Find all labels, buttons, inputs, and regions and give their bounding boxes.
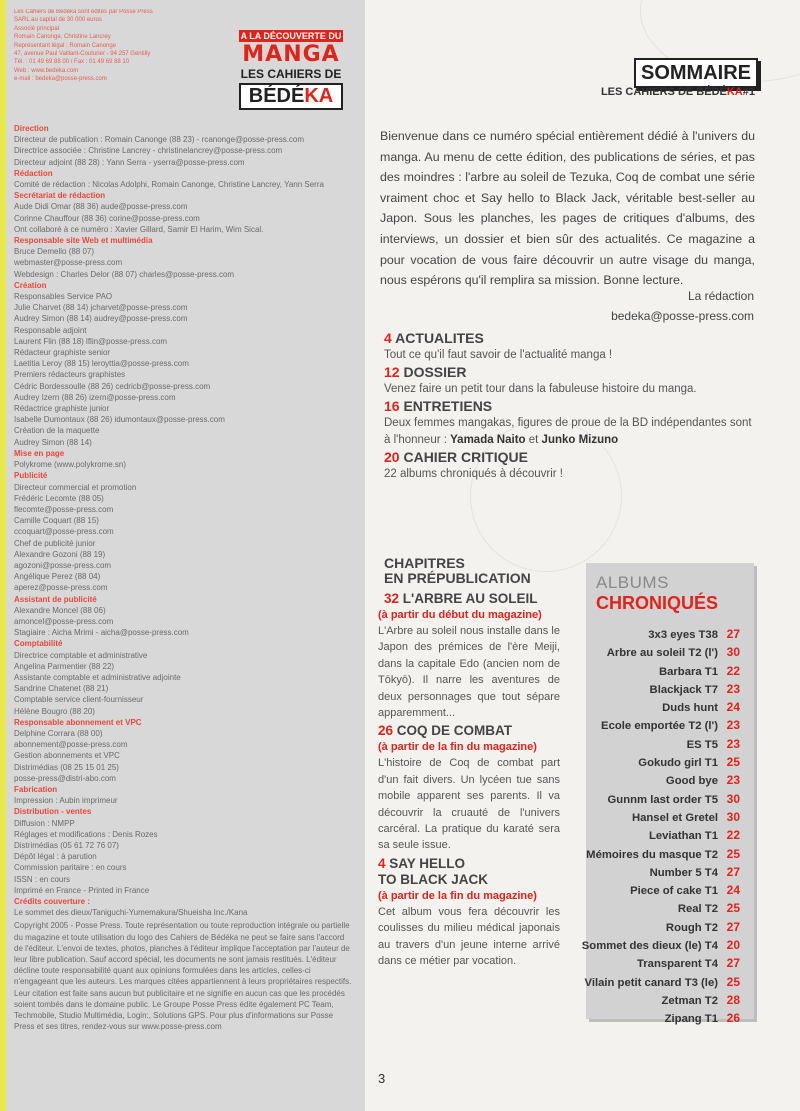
credits-line: Corinne Chauffour (88 36) corine@posse-press.com [14, 213, 200, 223]
credits-line: Laetitia Leroy (88 15) leroyttia@posse-press.com [14, 359, 189, 369]
album-item [580, 735, 740, 753]
album-title: Number 5 T4 [649, 866, 718, 879]
album-item [580, 918, 740, 936]
album-title: Arbre au soleil T2 (l') [606, 647, 718, 660]
credits-line: Premiers rédacteurs graphistes [14, 370, 126, 380]
chapter-entry: 26 COQ DE COMBAT (à partir de la fin du magazine) L'histoire de Coq de combat part d'un fait divers. Un lycéen tue sans mobile apparent ses parents. Il va découvrir la cruauté de l'univers carcéral. La pratique du karaté sera sa seule issue. [378, 723, 560, 852]
album-page: 23 [726, 736, 740, 751]
credits-line: Responsable adjoint [14, 325, 87, 335]
album-item [580, 716, 740, 734]
album-title: Gokudo girl T1 [638, 757, 718, 770]
credits-line: Gestion abonnements et VPC [14, 751, 120, 761]
credits-line: flecomte@posse-press.com [14, 504, 114, 514]
credits-heading: Distribution - ventes [14, 807, 92, 817]
album-page: 27 [726, 956, 740, 971]
album-title: Real T2 [677, 903, 718, 916]
album-title: Gunnm last order T5 [607, 793, 718, 806]
album-title: Zipang T1 [664, 1013, 718, 1026]
credits-line: Stagiaire : Aicha Mrimi - aicha@posse-press.com [14, 628, 189, 638]
album-item [580, 826, 740, 844]
table-of-contents [384, 330, 759, 483]
album-item [580, 625, 740, 643]
publisher-line: Romain Canonge, Christine Lancrey [14, 34, 111, 41]
album-title: Sommet des dieux (le) T4 [581, 940, 718, 953]
credits-line: Rédacteur graphiste senior [14, 348, 111, 358]
credits-line: Angelina Parmentier (88 22) [14, 661, 115, 671]
albums-list [580, 625, 740, 1028]
album-page: 22 [726, 828, 740, 843]
toc-entry: 4 ACTUALITES Tout ce qu'il faut savoir de l'actualité manga ! [384, 330, 613, 361]
album-title: Ecole emportée T2 (l') [601, 720, 718, 733]
album-item [580, 771, 740, 789]
publisher-line: 47, avenue Paul Vaillant-Couturier - 94 257 Gentilly [14, 51, 151, 58]
credits-line: webmaster@posse-press.com [14, 258, 123, 268]
credits-line: Directrice comptable et administrative [14, 650, 148, 660]
chapters-heading: CHAPITRES EN PRÉPUBLICATION [384, 555, 531, 586]
credits-heading: Crédits couverture : [14, 897, 91, 907]
album-page: 23 [726, 718, 740, 733]
editorial-signature: La rédaction bedeka@posse-press.com [611, 289, 754, 323]
credits-line: Audrey Simon (88 14) audrey@posse-press.com [14, 314, 188, 324]
album-item [580, 991, 740, 1009]
publisher-line: Les Cahiers de Bédéka sont édités par Posse Press [14, 9, 153, 15]
credits-line: Audrey Izern (88 26) izern@posse-press.com [14, 392, 176, 402]
credits-line: Assistante comptable et administrative adjointe [14, 672, 181, 682]
credits-heading: Rédaction [14, 168, 53, 178]
credits-line: Imprimé en France - Printed in France [14, 885, 150, 895]
album-item [580, 881, 740, 899]
credits-line: Alexandre Gozoni (88 19) [14, 549, 106, 559]
album-title: Good bye [665, 775, 718, 788]
album-title: 3x3 eyes T38 [648, 629, 718, 641]
album-item [580, 808, 740, 826]
credits-line: posse-press@distri-abo.com [14, 773, 116, 783]
credits-line: Aude Didi Omar (88 36) aude@posse-press.com [14, 202, 188, 212]
publisher-line: e-mail : bedeka@posse-press.com [14, 76, 107, 83]
logo-bedeka: BÉDÉKA [239, 83, 343, 110]
album-title: Mémoires du masque T2 [586, 848, 718, 861]
album-title: Blackjack T7 [649, 683, 718, 696]
credits-line: Impression : Aubin imprimeur [14, 796, 118, 806]
albums-heading: ALBUMS [596, 573, 669, 592]
album-page: 23 [726, 773, 740, 788]
credits-line: Commission paritaire : en cours [14, 863, 127, 873]
album-item [580, 753, 740, 771]
sommaire-label: SOMMAIRE [634, 58, 758, 88]
album-title: Barbara T1 [658, 665, 718, 678]
chapter-entry: 32 L'ARBRE AU SOLEIL (à partir du début du magazine) L'Arbre au soleil nous installe dans le Japon des prémices de l'ère Meiji, dans la capitale Edo (ancien nom de Tōkyō). Il narre les aventures de deux personnages que tout sépare apparemment... [378, 591, 560, 720]
editorial-intro: Bienvenue dans ce numéro spécial entièrement dédié à l'univers du manga. Au menu de cette édition, des publications de séries, et pas des moindres : l'arbre au soleil de Tezuka, Coq de combat une série vraiment choc et Say hello to Black Jack, véritable best-seller au Japon. Sous les planches, les pages de critiques d'albums, des interviews, un dossier et bien sûr des actualités. Ce magazine a pour vocation de vous faire découvrir un autre visage du manga, nous espérons qu'il remplira sa mission. Bonne lecture. [380, 129, 755, 288]
credits-line: Directrice associée : Christine Lancrey - christinelancrey@posse-press.com [14, 146, 283, 156]
album-item [580, 899, 740, 917]
album-page: 25 [726, 901, 740, 916]
album-page: 24 [726, 883, 740, 898]
album-page: 28 [726, 992, 740, 1007]
albums-box [581, 563, 754, 1026]
credits-line: Directeur de publication : Romain Canonge (88 23) - rcanonge@posse-press.com [14, 135, 305, 145]
credits-line: Création de la maquette [14, 426, 100, 436]
credits-line: ccoquart@posse-press.com [14, 527, 114, 537]
album-title: Hansel et Gretel [631, 811, 718, 824]
album-page: 23 [726, 681, 740, 696]
album-page: 25 [726, 846, 740, 861]
credits-line: Diffusion : NMPP [14, 818, 75, 828]
album-page: 30 [726, 791, 740, 806]
credits-line: Ont collaboré à ce numéro : Xavier Gillard, Samir El Harim, Wim Sical. [14, 224, 264, 234]
chapter-entry: 4 SAY HELLO TO BLACK JACK (à partir de la fin du magazine) Cet album vous fera découvrir les coulisses du milieu médical japonais au travers d'un jeune interne arrivé dans ce métier par vocation. [378, 855, 560, 968]
issue-label: LES CAHIERS DE BÉDÉKA#1 [600, 86, 755, 98]
album-title: Transparent T4 [637, 958, 718, 971]
credits-line: Audrey Simon (88 14) [14, 437, 92, 447]
credits-heading: Responsable site Web et multimédia [14, 236, 153, 246]
publisher-line: Représentant légal : Romain Canonge [14, 42, 117, 49]
credits-line: Directeur commercial et promotion [14, 482, 137, 492]
album-item [580, 954, 740, 972]
album-page: 22 [726, 663, 740, 678]
album-item [580, 973, 740, 991]
publisher-info [14, 8, 153, 84]
credits-column [0, 0, 365, 1111]
logo-manga: MANGA [242, 42, 340, 67]
credits-heading: Création [14, 280, 47, 290]
credits-line: Delphine Corrara (88 00) [14, 728, 103, 738]
albums-subheading: CHRONIQUÉS [596, 593, 719, 613]
album-item [580, 698, 740, 716]
credits-line: Responsables Service PAO [14, 292, 113, 302]
credits-line: Cédric Bordessoulle (88 26) cedricb@posse-press.com [14, 381, 211, 391]
album-title: Rough T2 [665, 921, 718, 934]
album-page: 25 [726, 755, 740, 770]
publisher-line: Web : www.bedeka.com [14, 67, 79, 74]
album-item [580, 643, 740, 661]
credits-line: Le sommet des dieux/Taniguchi-Yumemakura/Shueisha Inc./Kana [14, 908, 248, 918]
album-item [580, 863, 740, 881]
album-page: 27 [726, 864, 740, 879]
credits-line: Sandrine Chatenet (88 21) [14, 684, 109, 694]
album-page: 24 [726, 700, 740, 715]
credits-line: agozoni@posse-press.com [14, 560, 112, 570]
publisher-line: SARL au capital de 30 000 euros [14, 17, 102, 24]
publisher-line: Associé principal [14, 25, 60, 32]
album-page: 30 [726, 645, 740, 660]
credits-line: Bruce Demello (88 07) [14, 247, 95, 257]
album-item [580, 790, 740, 808]
credits-line: Frédéric Lecomte (88 05) [14, 493, 104, 503]
credits-heading: Secrétariat de rédaction [14, 191, 106, 201]
credits-line: Laurent Flin (88 18) lflin@posse-press.com [14, 336, 168, 346]
credits-line: Isabelle Dumontaux (88 26) idumontaux@posse-press.com [14, 415, 225, 425]
album-title: Duds hunt [662, 702, 718, 715]
credits-line: Copyright 2005 - Posse Press. Toute représentation ou toute reproduction intégrale ou partielle du magazine et toute utilisation du logo des Cahiers de Bédéka ne peut se faire sans l'accord de l'éditeur. L'envoi de textes, photos, planches à l'éditeur implique l'acceptation par l'auteur de leur libre publication. Sauf accord spécial, les documents ne sont jamais restitués. L'éditeur décline toute responsabilité quant aux opinions formulées dans les articles, celles-ci n'engageant que les auteurs. Les marques citées appartiennent à leurs propriétaires respectifs. Leur citation est faite sans aucun but publicitaire et ne signifie en aucun cas que les procédés soient tombés dans le domaine public. Le Groupe Posse Press édite également PC Team, Techmobile, Studio Multimédia, Login:, Solutions GPS. Pour plus d'informations sur Posse Press et ses titres, rendez-vous sur www.posse-press.com [14, 921, 352, 1032]
credits-line: Comptable service client-fournisseur [14, 695, 144, 705]
credits-line: Réglages et modifications : Denis Rozes [14, 829, 158, 839]
credits-line: Camille Coquart (88 15) [14, 516, 99, 526]
credits-line: Polykrome (www.polykrome.sn) [14, 460, 127, 470]
bedeka-logo [232, 26, 350, 110]
page-edge [0, 0, 6, 1111]
credits-heading: Fabrication [14, 784, 58, 794]
album-title: Zetman T2 [661, 994, 718, 1007]
credits-heading: Responsable abonnement et VPC [14, 717, 142, 727]
album-title: Piece of cake T1 [630, 885, 718, 898]
album-title: Vilain petit canard T3 (le) [584, 976, 718, 989]
logo-cahiers: LES CAHIERS DE [240, 67, 342, 81]
publisher-line: Tél. : 01 49 69 88 00 / Fax : 01 49 69 88 10 [14, 59, 130, 66]
album-item [580, 1009, 740, 1027]
album-page: 26 [726, 1011, 740, 1026]
chapters-list [378, 591, 560, 970]
credits-heading: Assistant de publicité [14, 594, 97, 604]
credits-line: ISSN : en cours [14, 874, 71, 884]
page-number: 3 [378, 1071, 386, 1086]
album-item [580, 936, 740, 954]
credits-line: Webdesign : Charles Delor (88 07) charles@posse-press.com [14, 269, 235, 279]
credits-line: Chef de publicité junior [14, 538, 96, 548]
album-page: 30 [726, 809, 740, 824]
toc-entry: 12 DOSSIER Venez faire un petit tour dans la fabuleuse histoire du manga. [384, 364, 697, 395]
toc-entry: 20 CAHIER CRITIQUE 22 albums chroniqués à découvrir ! [384, 449, 563, 480]
album-page: 20 [726, 938, 740, 953]
credits-line: Directeur adjoint (88 28) : Yann Serra - yserra@posse-press.com [14, 157, 245, 167]
album-item [580, 680, 740, 698]
credits-line: aperez@posse-press.com [14, 583, 108, 593]
credits-line: Angélique Perez (88 04) [14, 572, 101, 582]
logo-tagline: A LA DÉCOUVERTE DU [240, 31, 342, 41]
credits-heading: Mise en page [14, 448, 65, 458]
credits-line: Distrimédias (08 25 15 01 25) [14, 762, 119, 772]
album-title: Leviathan T1 [648, 830, 718, 843]
album-item [580, 662, 740, 680]
credits-heading: Direction [14, 124, 49, 133]
album-page: 27 [726, 627, 740, 641]
credits-line: Rédactrice graphiste junior [14, 404, 110, 414]
credits-line: Alexandre Moncel (88 06) [14, 605, 106, 615]
credits-line: Distrimédias (05 61 72 76 07) [14, 841, 119, 850]
album-title: ES T5 [686, 738, 718, 751]
credits-line: amoncel@posse-press.com [14, 616, 114, 626]
toc-entry: 16 ENTRETIENS Deux femmes mangakas, figures de proue de la BD indépendantes sont à l'honneur : Yamada Naito et Junko Mizuno [384, 398, 752, 446]
credits-line: Julie Charvet (88 14) jcharvet@posse-press.com [14, 303, 188, 313]
credits-line: abonnement@posse-press.com [14, 740, 128, 750]
credits-line: Comité de rédaction : Nicolas Adolphi, Romain Canonge, Christine Lancrey, Yann Serra [14, 180, 324, 190]
album-item [580, 845, 740, 863]
credits-heading: Comptabilité [14, 639, 63, 649]
album-page: 27 [726, 919, 740, 934]
staff-credits [14, 123, 354, 1032]
credits-line: Dépôt légal : à parution [14, 852, 97, 862]
credits-line: Hélène Bougro (88 20) [14, 706, 95, 716]
album-page: 25 [726, 974, 740, 989]
credits-heading: Publicité [14, 471, 48, 481]
